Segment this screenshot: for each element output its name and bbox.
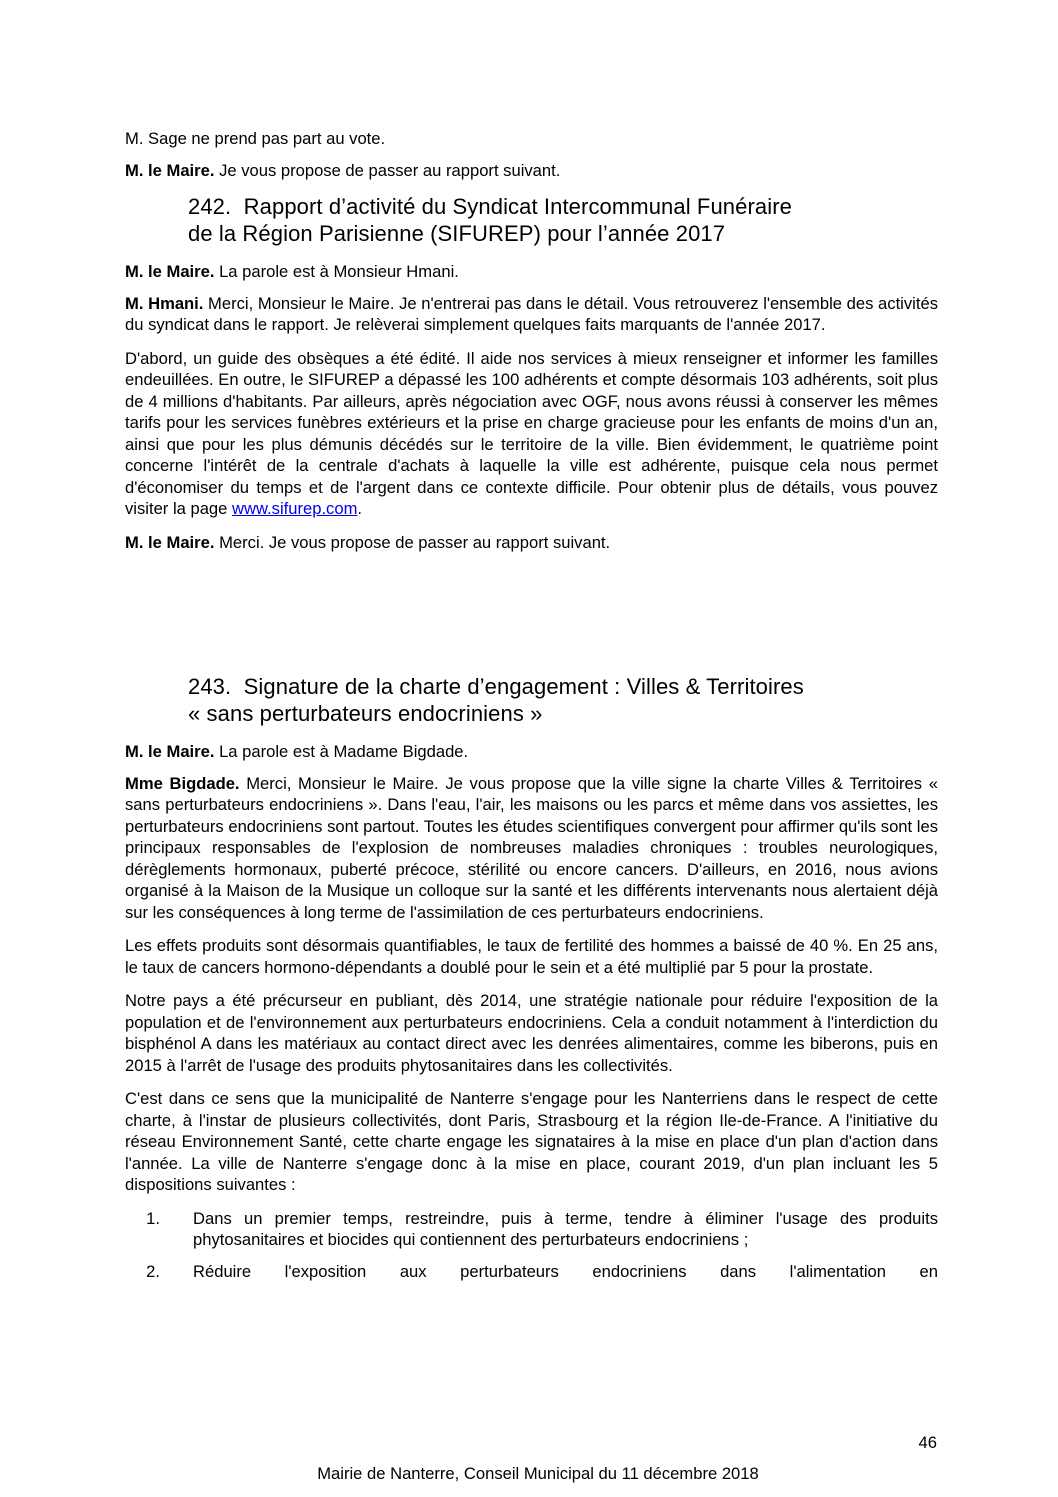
speaker-name: Mme Bigdade.: [125, 773, 240, 793]
sifurep-link[interactable]: www.sifurep.com: [232, 499, 358, 518]
speaker-name: M. le Maire.: [125, 262, 215, 281]
spacer: [125, 565, 938, 673]
speaker-name: M. le Maire.: [125, 742, 215, 761]
paragraph: C'est dans ce sens que la municipalité de Nanterre s'engage pour les Nanterriens dans le respect de cette charte, à l'instar de plusieurs collectivités, dont Paris, Strasbourg et la région Ile-de-France. A l'initiative du réseau Environnement Santé, cette charte engage les signataires à la mise en place d'un plan d'action dans l'année. La ville de Nanterre s'engage donc à la mise en place, courant 2019, d'un plan incluant les 5 dispositions suivantes :: [125, 1089, 938, 1194]
speaker-name: M. le Maire.: [125, 160, 215, 180]
paragraph: D'abord, un guide des obsèques a été édité. Il aide nos services à mieux renseigner et informer les familles endeuillées. En outre, le SIFUREP a dépassé les 100 adhérents et compte désormais 103 adhérents, soit plus de 4 millions d'habitants. Par ailleurs, après négociation avec OGF, nous avons réussi à conserver les mêmes tarifs pour les services funèbres extérieurs et la prise en charge gracieuse pour les enfants de moins d'un an, ainsi que pour les plus démunis décédés sur le territoire de la ville. Bien évidemment, le quatrième point concerne l'intérêt de la centrale d'achats à laquelle la ville est adhérente, puisque cela nous permet d'économiser du temps et de l'argent dans ce contexte difficile. Pour obtenir plus de détails, vous pouvez visiter la page www.sifurep.com.: [125, 348, 938, 518]
list-item: 1. Dans un premier temps, restreindre, puis à terme, tendre à éliminer l'usage des produits phytosanitaires et biocides qui contiennent des perturbateurs endocriniens ;: [146, 1208, 938, 1249]
speaker-name: M. Hmani.: [125, 293, 204, 313]
page-number: 46: [918, 1433, 937, 1452]
document-body: [125, 128, 938, 1292]
paragraph: M. le Maire. Je vous propose de passer au rapport suivant.: [125, 160, 561, 180]
paragraph: M. le Maire. La parole est à Madame Bigdade.: [125, 742, 469, 761]
section-number: 243.: [188, 674, 232, 699]
paragraph: Notre pays a été précurseur en publiant, dès 2014, une stratégie nationale pour réduire l'exposition de la population et de l'environnement aux perturbateurs endocriniens. Cela a conduit notamment à l'interdiction du bisphénol A dans les matériaux au contact direct avec les denrées alimentaires, comme les biberons, puis en 2015 à l'arrêt de l'usage des produits phytosanitaires dans les collectivités.: [125, 991, 938, 1075]
paragraph: Les effets produits sont désormais quantifiables, le taux de fertilité des hommes a baissé de 40 %. En 25 ans, le taux de cancers hormono-dépendants a doublé pour le sein et a été multiplié par 5 pour la prostate.: [125, 936, 938, 977]
paragraph: M. le Maire. La parole est à Monsieur Hmani.: [125, 262, 459, 281]
paragraph: M. le Maire. Merci. Je vous propose de passer au rapport suivant.: [125, 532, 611, 552]
dispositions-list: [125, 1208, 938, 1283]
page-footer: Mairie de Nanterre, Conseil Municipal du 11 décembre 2018: [317, 1464, 759, 1483]
speaker-name: M. le Maire.: [125, 532, 215, 552]
section-heading-243: 243. Signature de la charte d’engagement : Villes & Territoires « sans perturbateurs endocriniens »: [188, 674, 804, 726]
paragraph: M. Hmani. Merci, Monsieur le Maire. Je n'entrerai pas dans le détail. Vous retrouverez l'ensemble des activités du syndicat dans le rapport. Je relèverai simplement quelques faits marquants de l'année 2017.: [125, 293, 938, 334]
paragraph: Mme Bigdade. Merci, Monsieur le Maire. Je vous propose que la ville signe la charte Villes & Territoires « sans perturbateurs endocriniens ». Dans l'eau, l'air, les maisons ou les parcs et même dans vos assiettes, les perturbateurs endocriniens sont partout. Toutes les études scientifiques convergent pour affirmer qu'ils sont les principaux responsables de l'explosion de nombreuses maladies chroniques : troubles neurologiques, dérèglements hormonaux, puberté précoce, stérilité ou encore cancers. D'ailleurs, en 2016, nous avions organisé à la Maison de la Musique un colloque sur la santé et les différents intervenants nous alertaient déjà sur les conséquences à long terme de l'assimilation de ces perturbateurs endocriniens.: [125, 773, 938, 922]
section-heading-242: 242. Rapport d’activité du Syndicat Intercommunal Funéraire de la Région Parisienne (SIFUREP) pour l’année 2017: [188, 194, 792, 246]
section-number: 242.: [188, 194, 232, 219]
paragraph: M. Sage ne prend pas part au vote.: [125, 129, 386, 148]
list-item: 2. Réduire l'exposition aux perturbateurs endocriniens dans l'alimentation en: [146, 1261, 938, 1281]
